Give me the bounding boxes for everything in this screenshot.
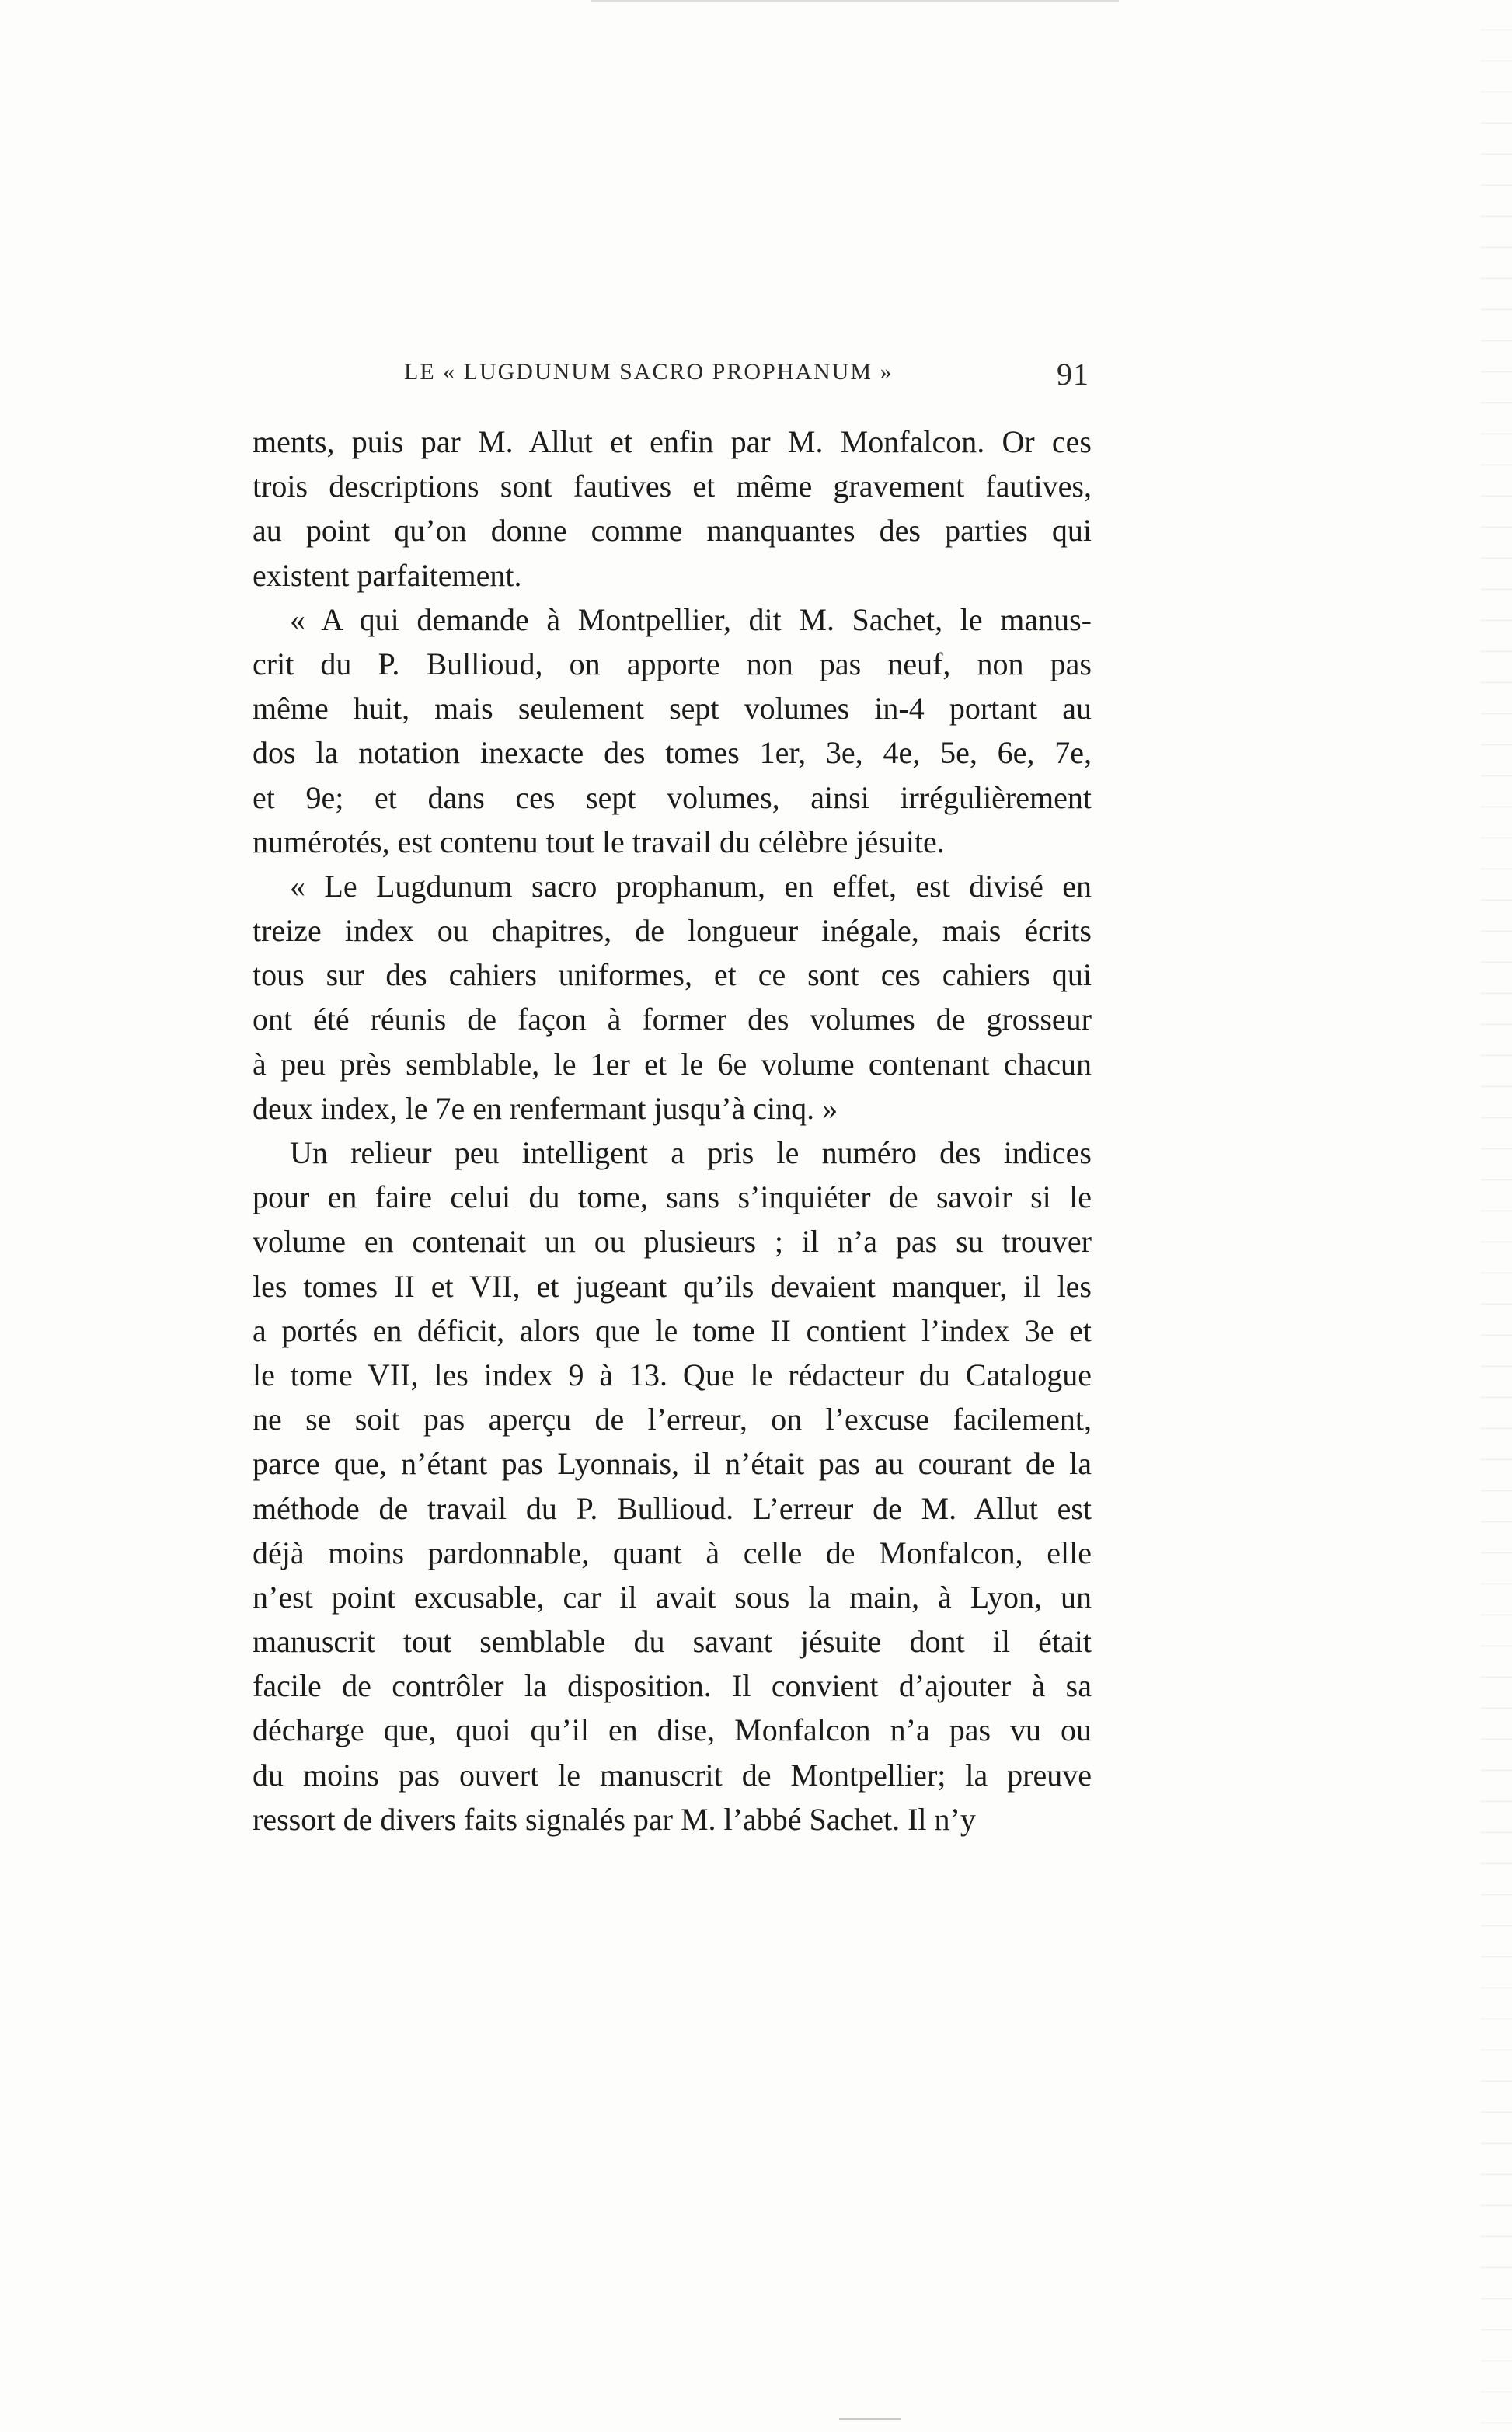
text-line: « A qui demande à Montpellier, dit M. Sachet, le manus- <box>290 601 1092 637</box>
text-line: le tome VII, les index 9 à 13. Que le rédacteur du Catalogue <box>253 1357 1092 1392</box>
text-line: trois descriptions sont fautives et même gravement fautives, <box>253 469 1092 504</box>
text-line: ne se soit pas aperçu de l’erreur, on l’excuse facilement, <box>253 1402 1092 1437</box>
scan-edge-mark <box>839 2418 901 2420</box>
text-line: au point qu’on donne comme manquantes des parties qui <box>253 513 1092 549</box>
text-line: ressort de divers faits signalés par M. l’abbé Sachet. Il n’y <box>253 1801 976 1837</box>
text-line: et 9e; et dans ces sept volumes, ainsi irrégulièrement <box>253 779 1092 815</box>
body-text <box>253 420 1092 1880</box>
text-line: treize index ou chapitres, de longueur inégale, mais écrits <box>253 913 1092 949</box>
scan-edge-speckles <box>1481 0 1512 2432</box>
text-line: décharge que, quoi qu’il en dise, Monfalcon n’a pas vu ou <box>253 1713 1092 1748</box>
text-line: crit du P. Bullioud, on apporte non pas neuf, non pas <box>253 646 1092 681</box>
text-line: ont été réunis de façon à former des volumes de grosseur <box>253 1002 1092 1037</box>
scan-edge-mark <box>591 0 1119 2</box>
text-line: du moins pas ouvert le manuscrit de Montpellier; la preuve <box>253 1757 1092 1793</box>
text-line: existent parfaitement. <box>253 557 522 593</box>
text-line: deux index, le 7e en renfermant jusqu’à cinq. » <box>253 1090 838 1126</box>
text-line: même huit, mais seulement sept volumes in-4 portant au <box>253 691 1092 726</box>
text-line: méthode de travail du P. Bullioud. L’erreur de M. Allut est <box>253 1490 1092 1526</box>
text-line: parce que, n’étant pas Lyonnais, il n’était pas au courant de la <box>253 1446 1092 1482</box>
text-line: déjà moins pardonnable, quant à celle de Monfalcon, elle <box>253 1535 1092 1570</box>
page-number: 91 <box>1057 357 1089 392</box>
text-line: dos la notation inexacte des tomes 1er, 3e, 4e, 5e, 6e, 7e, <box>253 735 1092 771</box>
text-line: les tomes II et VII, et jugeant qu’ils devaient manquer, il les <box>253 1268 1092 1304</box>
text-line: numérotés, est contenu tout le travail du célèbre jésuite. <box>253 824 945 859</box>
text-line: tous sur des cahiers uniformes, et ce sont ces cahiers qui <box>253 957 1092 993</box>
text-line: pour en faire celui du tome, sans s’inquiéter de savoir si le <box>253 1179 1092 1215</box>
text-line: n’est point excusable, car il avait sous la main, à Lyon, un <box>253 1579 1092 1615</box>
text-line: volume en contenait un ou plusieurs ; il n’a pas su trouver <box>253 1224 1092 1260</box>
text-line: « Le Lugdunum sacro prophanum, en effet, est divisé en <box>290 868 1092 904</box>
text-line: à peu près semblable, le 1er et le 6e volume contenant chacun <box>253 1046 1092 1082</box>
running-title: LE « LUGDUNUM SACRO PROPHANUM » <box>404 359 894 385</box>
running-head <box>404 359 1103 390</box>
text-line: Un relieur peu intelligent a pris le numéro des indices <box>290 1135 1092 1170</box>
text-line: manuscrit tout semblable du savant jésuite dont il était <box>253 1624 1092 1660</box>
text-line: ments, puis par M. Allut et enfin par M. Monfalcon. Or ces <box>253 424 1092 459</box>
text-line: facile de contrôler la disposition. Il convient d’ajouter à sa <box>253 1668 1092 1704</box>
text-line: a portés en déficit, alors que le tome II contient l’index 3e et <box>253 1312 1092 1348</box>
